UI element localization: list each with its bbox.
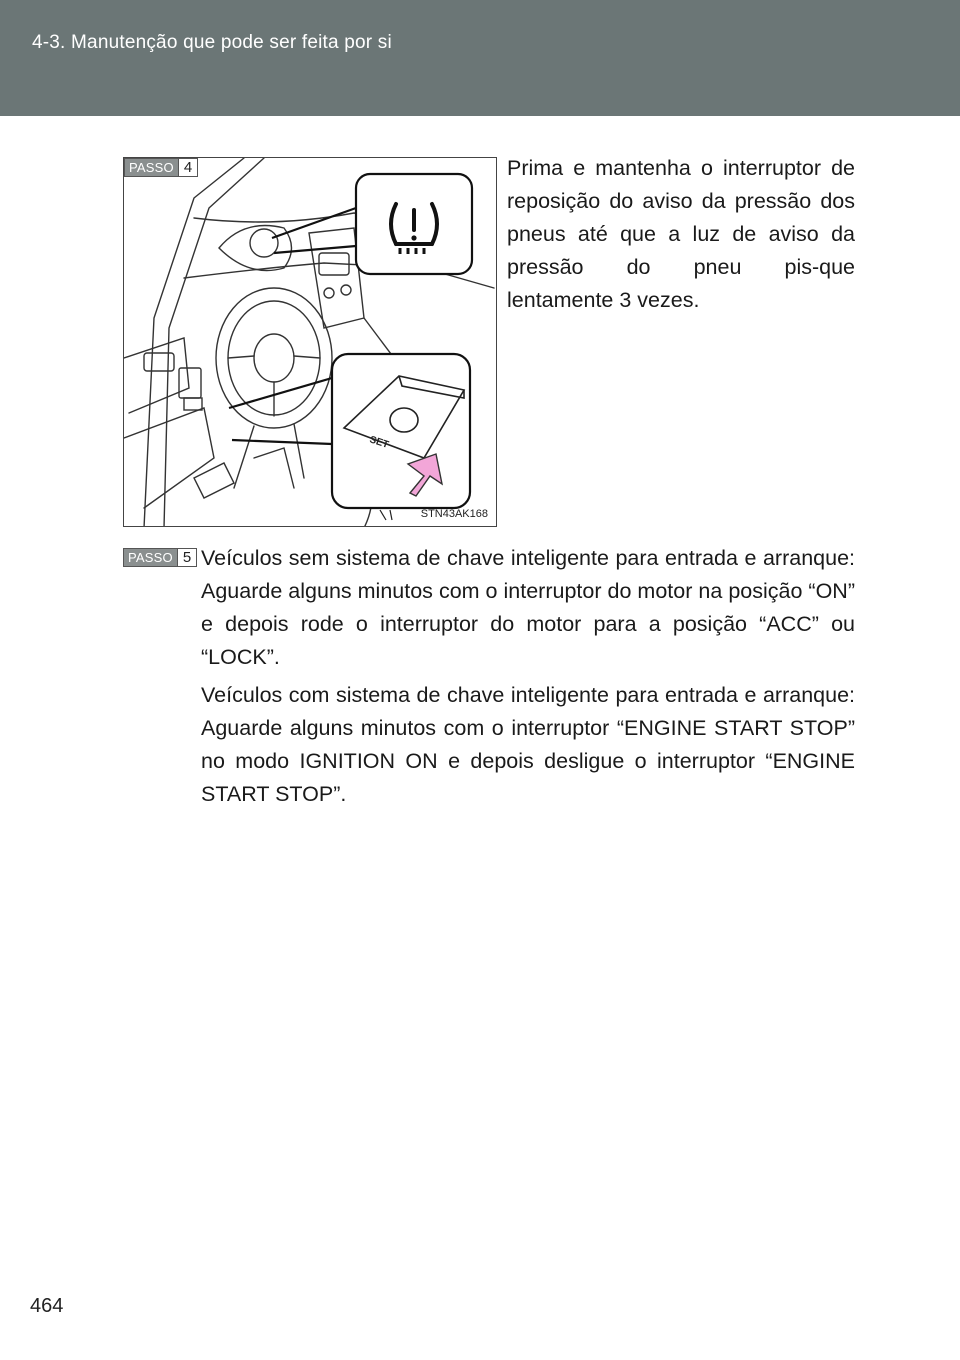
step5-badge — [123, 548, 197, 567]
section-title: 4-3. Manutenção que pode ser feita por si — [32, 32, 392, 53]
dashboard-drawing — [124, 158, 497, 527]
step5-paragraph-2: Veículos com sistema de chave inteligente para entrada e arranque: Aguarde alguns minutos com o interruptor “ENGINE START STOP” no modo IGNITION ON e depois desligue o interruptor “ENGINE START STOP”. — [201, 683, 855, 806]
step5-badge-number: 5 — [177, 549, 196, 566]
step4-badge-label: PASSO — [125, 159, 178, 176]
step5-badge-label: PASSO — [124, 549, 177, 566]
set-switch-label: SET — [368, 434, 390, 451]
header-bar — [0, 0, 960, 116]
figure-code: STN43AK168 — [420, 508, 488, 520]
step4-badge — [124, 158, 198, 177]
step4-illustration — [123, 157, 497, 527]
step4-instruction: Prima e mantenha o interruptor de reposição do aviso da pressão dos pneus até que a luz de aviso da pressão do pneu pis-que lentamente 3 vezes. — [507, 156, 855, 312]
step5-paragraph-1: Veículos sem sistema de chave inteligente para entrada e arranque: Aguarde alguns minutos com o interruptor do motor na posição “ON” e depois rode o interruptor do motor para a posição “ACC” ou “LOCK”. — [201, 546, 855, 669]
page-number: 464 — [30, 1295, 64, 1317]
step4-badge-number: 4 — [178, 159, 197, 176]
